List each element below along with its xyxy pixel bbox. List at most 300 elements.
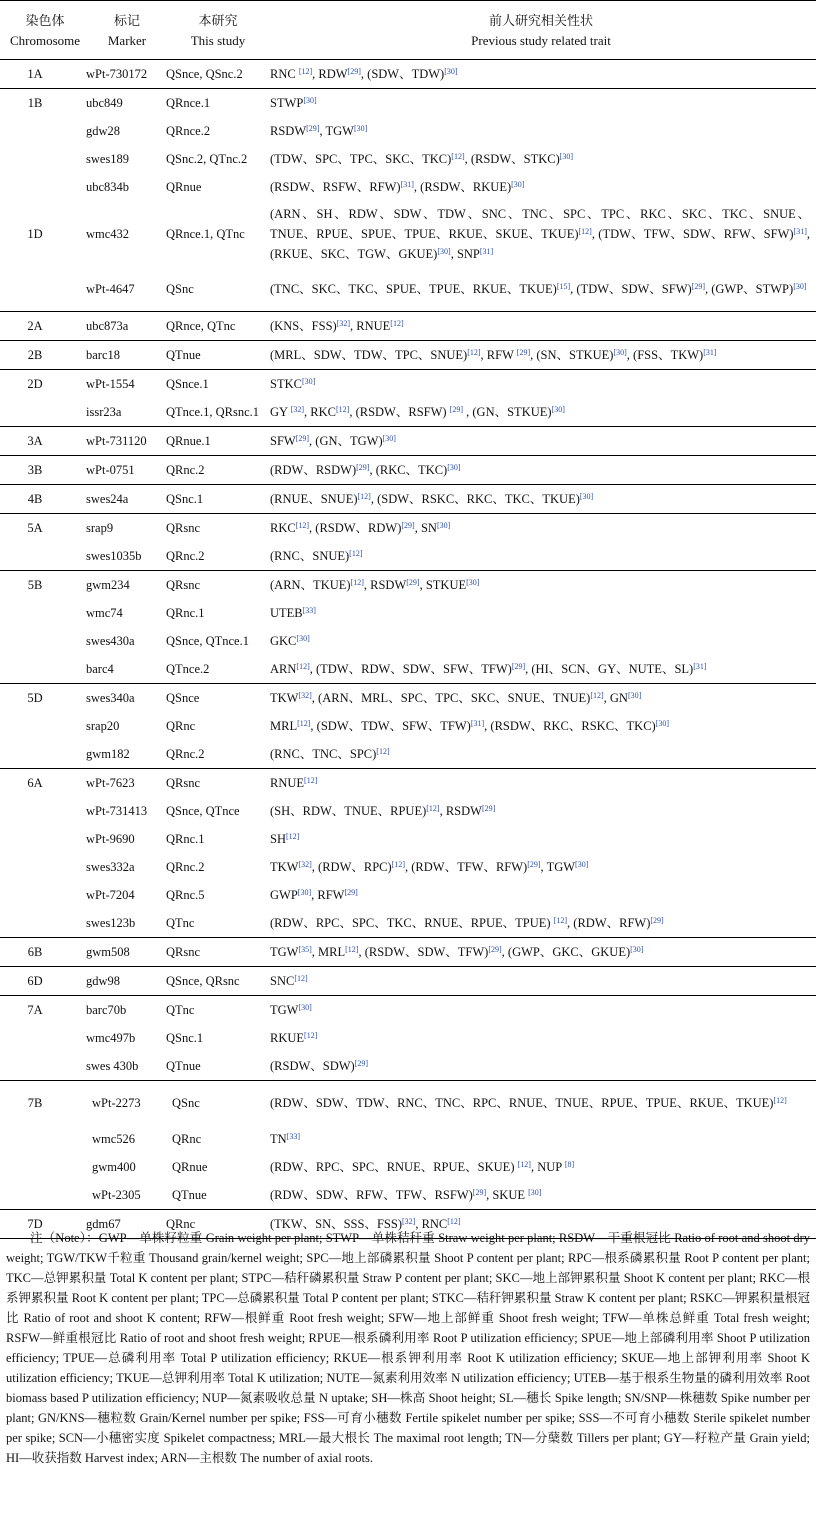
citation-ref: [12] (294, 974, 308, 983)
citation-ref: [12] (553, 916, 568, 925)
citation-ref: [12] (298, 67, 313, 76)
trait-text: , SKUE (486, 1188, 529, 1202)
citation-ref: [29] (354, 1059, 369, 1068)
citation-ref: [30] (793, 282, 807, 291)
marker-cell: swes189 (86, 152, 130, 166)
citation-ref: [30] (297, 888, 312, 897)
citation-ref: [12] (296, 662, 310, 671)
trait-text: (RDW、RSDW) (270, 463, 357, 477)
citation-ref: [32] (298, 860, 312, 869)
trait-text: , (RSDW、RKUE) (413, 180, 512, 194)
trait-text: (RNC、TNC、SPC) (270, 747, 377, 761)
citation-ref: [32] (298, 691, 312, 700)
previous-trait-cell (270, 659, 816, 679)
trait-text: TGW (270, 945, 299, 959)
trait-text: SFW (270, 434, 296, 448)
marker-cell: swes 430b (86, 1059, 139, 1073)
previous-trait-cell (270, 575, 816, 595)
this-study-cell: QRnce.1 (166, 96, 211, 110)
citation-ref: [30] (511, 180, 525, 189)
marker-cell: ubc873a (86, 319, 129, 333)
trait-text: , (HI、SCN、GY、NUTE、SL) (525, 662, 694, 676)
previous-trait-cell (270, 518, 816, 538)
table-row (0, 797, 816, 825)
trait-text: , RSDW (363, 578, 407, 592)
trait-text: (RDW、SDW、TDW、RNC、TNC、RPC、RNUE、TNUE、RPUE、TPUE、RKUE、TKUE) (270, 1096, 774, 1110)
table-row (0, 853, 816, 881)
this-study-cell: QRnue (172, 1160, 208, 1174)
previous-trait-cell (270, 829, 816, 849)
marker-cell: wPt-0751 (86, 463, 135, 477)
citation-ref: [12] (304, 776, 318, 785)
citation-ref: [29] (650, 916, 664, 925)
citation-ref: [30] (613, 348, 627, 357)
marker-cell: gwm400 (92, 1160, 136, 1174)
table-row (0, 426, 816, 455)
previous-trait-cell (270, 1000, 816, 1020)
chromosome-cell: 5B (27, 578, 43, 592)
table-body (0, 60, 816, 1238)
trait-text: , RKC (304, 405, 336, 419)
trait-text: RKC (270, 521, 296, 535)
table-row (0, 570, 816, 599)
trait-text: TKW (270, 691, 299, 705)
marker-cell: gwm234 (86, 578, 130, 592)
chromosome-cell: 7D (27, 1217, 43, 1231)
this-study-cell: QRsnc (166, 578, 201, 592)
this-study-cell: QSnc.1 (166, 1031, 204, 1045)
trait-text: , (ARN、MRL、SPC、TPC、SKC、SNUE、TNUE) (311, 691, 591, 705)
previous-trait-cell (270, 942, 816, 962)
trait-text: (RNUE、SNUE) (270, 492, 358, 506)
citation-ref: [30] (627, 691, 642, 700)
trait-text: (RSDW、SDW) (270, 1059, 355, 1073)
table-row (0, 937, 816, 966)
trait-text: , (TDW、RDW、SDW、SFW、TFW) (309, 662, 512, 676)
previous-trait-cell (270, 489, 816, 509)
citation-ref: [30] (551, 405, 565, 414)
trait-text: RNUE (270, 776, 305, 790)
trait-text: , MRL (311, 945, 346, 959)
chromosome-cell: 6D (27, 974, 43, 988)
marker-cell: wPt-2273 (92, 1096, 141, 1110)
this-study-cell: QRnc (166, 1217, 196, 1231)
trait-text: (RDW、RPC、SPC、TKC、RNUE、RPUE、TPUE) (270, 916, 554, 930)
this-study-cell: QRnc.5 (166, 888, 205, 902)
trait-text: , (RSDW、SDW、TFW) (358, 945, 489, 959)
trait-text: (RNC、SNUE) (270, 549, 350, 563)
table-row (0, 369, 816, 398)
marker-cell: gdw28 (86, 124, 121, 138)
citation-ref: [30] (559, 152, 574, 161)
citation-ref: [30] (298, 1003, 312, 1012)
citation-ref: [29] (406, 578, 420, 587)
citation-ref: [29] (481, 804, 496, 813)
previous-trait-cell (270, 1093, 816, 1113)
chromosome-cell: 1D (27, 227, 43, 241)
citation-ref: [29] (488, 945, 502, 954)
citation-ref: [29] (691, 282, 705, 291)
trait-text: (SH、RDW、TNUE、RPUE) (270, 804, 427, 818)
citation-ref: [29] (511, 662, 526, 671)
citation-ref: [30] (630, 945, 644, 954)
table-row (0, 768, 816, 797)
citation-ref: [12] (295, 521, 310, 530)
citation-ref: [12] (376, 747, 390, 756)
chromosome-cell: 5D (27, 691, 43, 705)
trait-text: RKUE (270, 1031, 305, 1045)
previous-trait-cell (270, 177, 816, 197)
trait-text: MRL (270, 719, 298, 733)
trait-text: , RNC (415, 1217, 448, 1231)
trait-text: , RNUE (350, 319, 391, 333)
trait-text: , (RKUE、SKC、TGW、GKUE) (270, 227, 810, 261)
trait-text: , RSDW (439, 804, 482, 818)
citation-ref: [12] (578, 227, 592, 236)
table-row (0, 311, 816, 340)
marker-cell: wPt-731120 (86, 434, 147, 448)
trait-text: , GN (603, 691, 628, 705)
chromosome-cell: 7B (27, 1096, 43, 1110)
table-row (0, 513, 816, 542)
table-row (0, 1052, 816, 1080)
table-row (0, 995, 816, 1024)
citation-ref: [29] (344, 888, 358, 897)
citation-ref: [12] (297, 719, 311, 728)
previous-trait-cell (270, 913, 816, 933)
citation-ref: [30] (528, 1188, 542, 1197)
trait-text: , (GN、TGW) (309, 434, 383, 448)
trait-text: , (FSS、TKW) (626, 348, 704, 362)
table-row (0, 455, 816, 484)
citation-ref: [12] (773, 1096, 787, 1105)
marker-cell: wmc497b (86, 1031, 136, 1045)
trait-text: (RDW、SDW、RFW、TFW、RSFW) (270, 1188, 473, 1202)
citation-ref: [12] (517, 1160, 531, 1169)
this-study-cell: QSnce, QRsnc (166, 974, 240, 988)
chromosome-cell: 2D (27, 377, 43, 391)
this-study-cell: QTnce.2 (166, 662, 210, 676)
citation-ref: [31] (470, 719, 485, 728)
trait-text: (TDW、SPC、TPC、SKC、TKC) (270, 152, 452, 166)
previous-trait-cell (270, 801, 816, 821)
previous-trait-cell (270, 773, 816, 793)
trait-text: STWP (270, 96, 304, 110)
marker-cell: issr23a (86, 405, 122, 419)
citation-ref: [12] (467, 348, 481, 357)
citation-ref: [12] (590, 691, 604, 700)
this-study-cell: QRnc.2 (166, 860, 205, 874)
marker-cell: srap9 (86, 521, 114, 535)
trait-text: , (RDW、RPC) (311, 860, 392, 874)
table-row (0, 1080, 816, 1125)
citation-ref: [32] (401, 1217, 416, 1226)
citation-ref: [29] (347, 67, 361, 76)
table-row (0, 340, 816, 369)
chromosome-cell: 3B (27, 463, 43, 477)
marker-cell: wPt-731413 (86, 804, 148, 818)
table-row (0, 201, 816, 267)
marker-cell: ubc834b (86, 180, 130, 194)
citation-ref: [12] (304, 1031, 318, 1040)
citation-ref: [30] (575, 860, 589, 869)
table-row (0, 484, 816, 513)
citation-ref: [12] (390, 319, 404, 328)
this-study-cell: QRnc.2 (166, 549, 205, 563)
trait-text: (ARN、TKUE) (270, 578, 351, 592)
trait-text: , TGW (540, 860, 576, 874)
marker-cell: swes340a (86, 691, 135, 705)
chromosome-cell: 4B (27, 492, 43, 506)
previous-trait-cell (270, 1056, 816, 1076)
this-study-cell: QRsnc (166, 945, 201, 959)
header-previous-trait: 前人研究相关性状 Previous study related trait (471, 13, 611, 48)
citation-ref: [31] (479, 247, 494, 256)
previous-trait-cell (270, 1028, 816, 1048)
previous-trait-cell (270, 1129, 816, 1149)
table-row (0, 267, 816, 311)
table-row (0, 825, 816, 853)
this-study-cell: QRnue (166, 180, 202, 194)
marker-cell: barc70b (86, 1003, 127, 1017)
this-study-cell: QRnc (172, 1132, 202, 1146)
this-study-cell: QRnce.1, QTnc (166, 227, 245, 241)
this-study-cell: QTnce.1, QRsnc.1 (166, 405, 260, 419)
citation-ref: [12] (357, 492, 371, 501)
previous-trait-cell (270, 716, 816, 736)
this-study-cell: QSnce (166, 691, 200, 705)
trait-text: , (SDW、RSKC、RKC、TKC、TKUE) (370, 492, 580, 506)
citation-ref: [35] (298, 945, 312, 954)
citation-ref: [29] (449, 405, 464, 414)
chromosome-cell: 5A (27, 521, 43, 535)
citation-ref: [29] (516, 348, 531, 357)
marker-cell: wPt-7204 (86, 888, 135, 902)
header-chromosome: 染色体 Chromosome (9, 13, 81, 48)
chromosome-cell: 2A (27, 319, 43, 333)
trait-text: (TNC、SKC、TKC、SPUE、TPUE、RKUE、TKUE) (270, 282, 557, 296)
marker-cell: gdw98 (86, 974, 121, 988)
table-row (0, 60, 816, 88)
previous-trait-cell (270, 631, 816, 651)
marker-cell: srap20 (86, 719, 120, 733)
marker-cell: wPt-730172 (86, 67, 148, 81)
trait-text: (RDW、RPC、SPC、RNUE、RPUE、SKUE) (270, 1160, 518, 1174)
trait-text: , (RSDW、STKC) (464, 152, 560, 166)
this-study-cell: QTnue (172, 1188, 207, 1202)
marker-cell: swes1035b (86, 549, 142, 563)
trait-text: , (GWP、STWP) (704, 282, 794, 296)
trait-text: RSDW (270, 124, 307, 138)
table-row (0, 655, 816, 683)
trait-text: , (RSDW、RDW) (309, 521, 402, 535)
trait-text: , RFW (480, 348, 517, 362)
chromosome-cell: 6A (27, 776, 43, 790)
previous-trait-cell (270, 149, 816, 169)
citation-ref: [30] (447, 463, 461, 472)
marker-cell: gwm508 (86, 945, 130, 959)
marker-cell: swes332a (86, 860, 135, 874)
marker-cell: wPt-4647 (86, 282, 135, 296)
table-note: 注（Note）：GWP—单株籽粒重 Grain weight per plant; STWP—单株秸秆重 Straw weight per plant; RSDW—干重根冠比 Ratio of root and shoot dry weight; TGW/TKW千粒重 Thousand grain/kernel weight; SPC—地上部磷累积量 Shoot P content per plant; RPC—根系磷累积量 Root P content per plant; TKC—总钾累积量 Total K content per plant; STPC—秸秆磷累积量 Straw P content per plant; SKC—地上部钾累积量 Shoot K content per plant; RKC—根系钾累积量 Root K content per plant; TPC—总磷累积量 Total P content per plant; STKC—秸秆钾累积量 Straw K content per plant; RSKC—钾累积量根冠比 Ratio of root and shoot K content; RFW—根鲜重 Root fresh weight; SFW—地上部鲜重 Shoot fresh weight; TFW—单株总鲜重 Total fresh weight; RSFW—鲜重根冠比 Ratio of root and shoot fresh weight; RPUE—根系磷利用率 Root P utilization efficiency; SPUE—地上部磷利用率 Shoot P utilization efficiency; TPUE—总磷利用率 Total P utilization efficiency; RKUE—根系钾利用率 Root K utilization efficiency; SKUE—地上部钾利用率 Shoot K utilization efficiency; TKUE—总钾利用率 Total K utilization; NUTE—氮素利用效率 N utilization efficiency; UTEB—基于根系生物量的磷利用效率 Root biomass based P utilization efficiency; NUP—氮素吸收总量 N uptake; SH—株高 Shoot height; SL—穗长 Spike length; SN/SNP—株穗数 Spike number per plant; GN/KNS—穗粒数 Grain/Kernel number per spike; FSS—可育小穗数 Fertile spikelet number per spike; SSS—不可育小穗数 Sterile spikelet number per spike; SCN—小穗密实度 Spikelet compactness; MRL—最大根长 The maximal root length; TN—分蘖数 Tillers per plant; GY—籽粒产量 Grain yield; HI—收获指数 Harvest index; ARN—主根数 The number of axial roots. (6, 1231, 810, 1465)
citation-ref: [30] (296, 634, 310, 643)
trait-text: , NUP (530, 1160, 565, 1174)
trait-text: (ARN、SH、RDW、SDW、TDW、SNC、TNC、SPC、TPC、RKC、SKC、TKC、SNUE、TNUE、RPUE、SPUE、TPUE、RKUE、SKUE、TKUE) (270, 207, 810, 241)
previous-trait-cell (270, 93, 816, 113)
previous-trait-cell (270, 64, 816, 84)
table-row (0, 542, 816, 570)
marker-cell: ubc849 (86, 96, 123, 110)
trait-text: GWP (270, 888, 298, 902)
chromosome-cell: 7A (27, 1003, 43, 1017)
this-study-cell: QRnce, QTnc (166, 319, 236, 333)
trait-text: RNC (270, 67, 299, 81)
previous-trait-cell (270, 885, 816, 905)
citation-ref: [30] (382, 434, 396, 443)
citation-ref: [30] (655, 719, 670, 728)
trait-text: , RFW (311, 888, 345, 902)
header-this-study: 本研究 This study (190, 13, 246, 48)
trait-text: GY (270, 405, 291, 419)
this-study-cell: QRnc (166, 719, 196, 733)
table-row (0, 683, 816, 712)
trait-text: TN (270, 1132, 287, 1146)
table-row (0, 117, 816, 145)
marker-cell: wmc432 (86, 227, 130, 241)
trait-text: STKC (270, 377, 302, 391)
chromosome-cell: 1A (27, 67, 43, 81)
this-study-cell: QSnc (172, 1096, 200, 1110)
table-row (0, 1181, 816, 1209)
citation-ref: [30] (437, 247, 451, 256)
citation-ref: [29] (527, 860, 541, 869)
table-row (0, 1153, 816, 1181)
this-study-cell: QRnc.1 (166, 832, 205, 846)
trait-text: , SNP (450, 247, 480, 261)
citation-ref: [31] (400, 180, 414, 189)
this-study-cell: QSnc (166, 282, 194, 296)
table-row (0, 599, 816, 627)
trait-text: (RSDW、RSFW、RFW) (270, 180, 401, 194)
this-study-cell: QRsnc (166, 521, 201, 535)
marker-cell: barc4 (86, 662, 114, 676)
citation-ref: [33] (302, 606, 316, 615)
citation-ref: [29] (295, 434, 310, 443)
chromosome-cell: 6B (27, 945, 43, 959)
trait-text: , (GWP、GKC、GKUE) (501, 945, 631, 959)
this-study-cell: QSnce, QSnc.2 (166, 67, 243, 81)
chromosome-cell: 1B (27, 96, 43, 110)
marker-cell: swes430a (86, 634, 135, 648)
this-study-cell: QRnc.2 (166, 747, 205, 761)
trait-text: , RDW (312, 67, 348, 81)
table-row (0, 145, 816, 173)
table-row (0, 881, 816, 909)
previous-trait-cell (270, 546, 816, 566)
trait-text: , (SN、STKUE) (530, 348, 614, 362)
citation-ref: [12] (336, 405, 350, 414)
this-study-cell: QTnc (166, 916, 195, 930)
citation-ref: [30] (579, 492, 594, 501)
table-row (0, 712, 816, 740)
this-study-cell: QRnc.1 (166, 606, 205, 620)
this-study-cell: QSnc.2, QTnc.2 (166, 152, 248, 166)
table-row (0, 909, 816, 937)
citation-ref: [12] (447, 1217, 461, 1226)
citation-ref: [30] (303, 96, 317, 105)
trait-text: , (RSDW、RSFW) (349, 405, 450, 419)
trait-text: , (SDW、TDW) (360, 67, 445, 81)
trait-text: (MRL、SDW、TDW、TPC、SNUE) (270, 348, 468, 362)
previous-trait-cell (270, 316, 816, 336)
this-study-cell: QSnce, QTnce.1 (166, 634, 249, 648)
marker-cell: swes24a (86, 492, 129, 506)
header-marker: 标记 Marker (107, 13, 147, 48)
citation-ref: [29] (401, 521, 415, 530)
this-study-cell: QSnce.1 (166, 377, 209, 391)
previous-trait-cell (270, 1157, 816, 1177)
this-study-cell: QRnc.2 (166, 463, 205, 477)
trait-text: TKW (270, 860, 299, 874)
citation-ref: [12] (285, 832, 300, 841)
citation-ref: [12] (451, 152, 465, 161)
marker-cell: gdm67 (86, 1217, 121, 1231)
citation-ref: [31] (693, 662, 707, 671)
trait-text: , SN (414, 521, 437, 535)
previous-trait-cell (270, 374, 816, 394)
previous-trait-cell (270, 971, 816, 991)
table-row (0, 398, 816, 426)
previous-trait-cell (270, 121, 816, 141)
trait-text: (TKW、SN、SSS、FSS) (270, 1217, 402, 1231)
marker-cell: gwm182 (86, 747, 130, 761)
this-study-cell: QTnc (166, 1003, 195, 1017)
citation-ref: [29] (356, 463, 370, 472)
marker-cell: swes123b (86, 916, 136, 930)
citation-ref: [31] (703, 348, 717, 357)
citation-ref: [12] (391, 860, 405, 869)
trait-text: SNC (270, 974, 295, 988)
trait-text: , (RDW、RFW) (567, 916, 651, 930)
trait-text: , (RSDW、RKC、RSKC、TKC) (484, 719, 656, 733)
citation-ref: [30] (301, 377, 316, 386)
marker-cell: wPt-1554 (86, 377, 135, 391)
citation-ref: [30] (436, 521, 451, 530)
citation-ref: [12] (349, 549, 363, 558)
trait-text: ARN (270, 662, 297, 676)
table-row (0, 627, 816, 655)
table-row (0, 1024, 816, 1052)
citation-ref: [31] (793, 227, 807, 236)
previous-trait-cell (270, 279, 816, 299)
citation-ref: [15] (556, 282, 571, 291)
this-study-cell: QRnce.2 (166, 124, 211, 138)
marker-cell: wPt-2305 (92, 1188, 141, 1202)
marker-cell: barc18 (86, 348, 121, 362)
trait-text: , TGW (319, 124, 354, 138)
trait-text: , (RKC、TKC) (369, 463, 448, 477)
table-row (0, 88, 816, 117)
previous-trait-cell (270, 744, 816, 764)
citation-ref: [29] (306, 124, 320, 133)
citation-ref: [12] (350, 578, 364, 587)
citation-ref: [30] (353, 124, 368, 133)
marker-cell: wPt-7623 (86, 776, 135, 790)
citation-ref: [32] (336, 319, 351, 328)
this-study-cell: QTnue (166, 348, 201, 362)
trait-text: , (SDW、TDW、SFW、TFW) (310, 719, 471, 733)
table-header (0, 0, 816, 60)
